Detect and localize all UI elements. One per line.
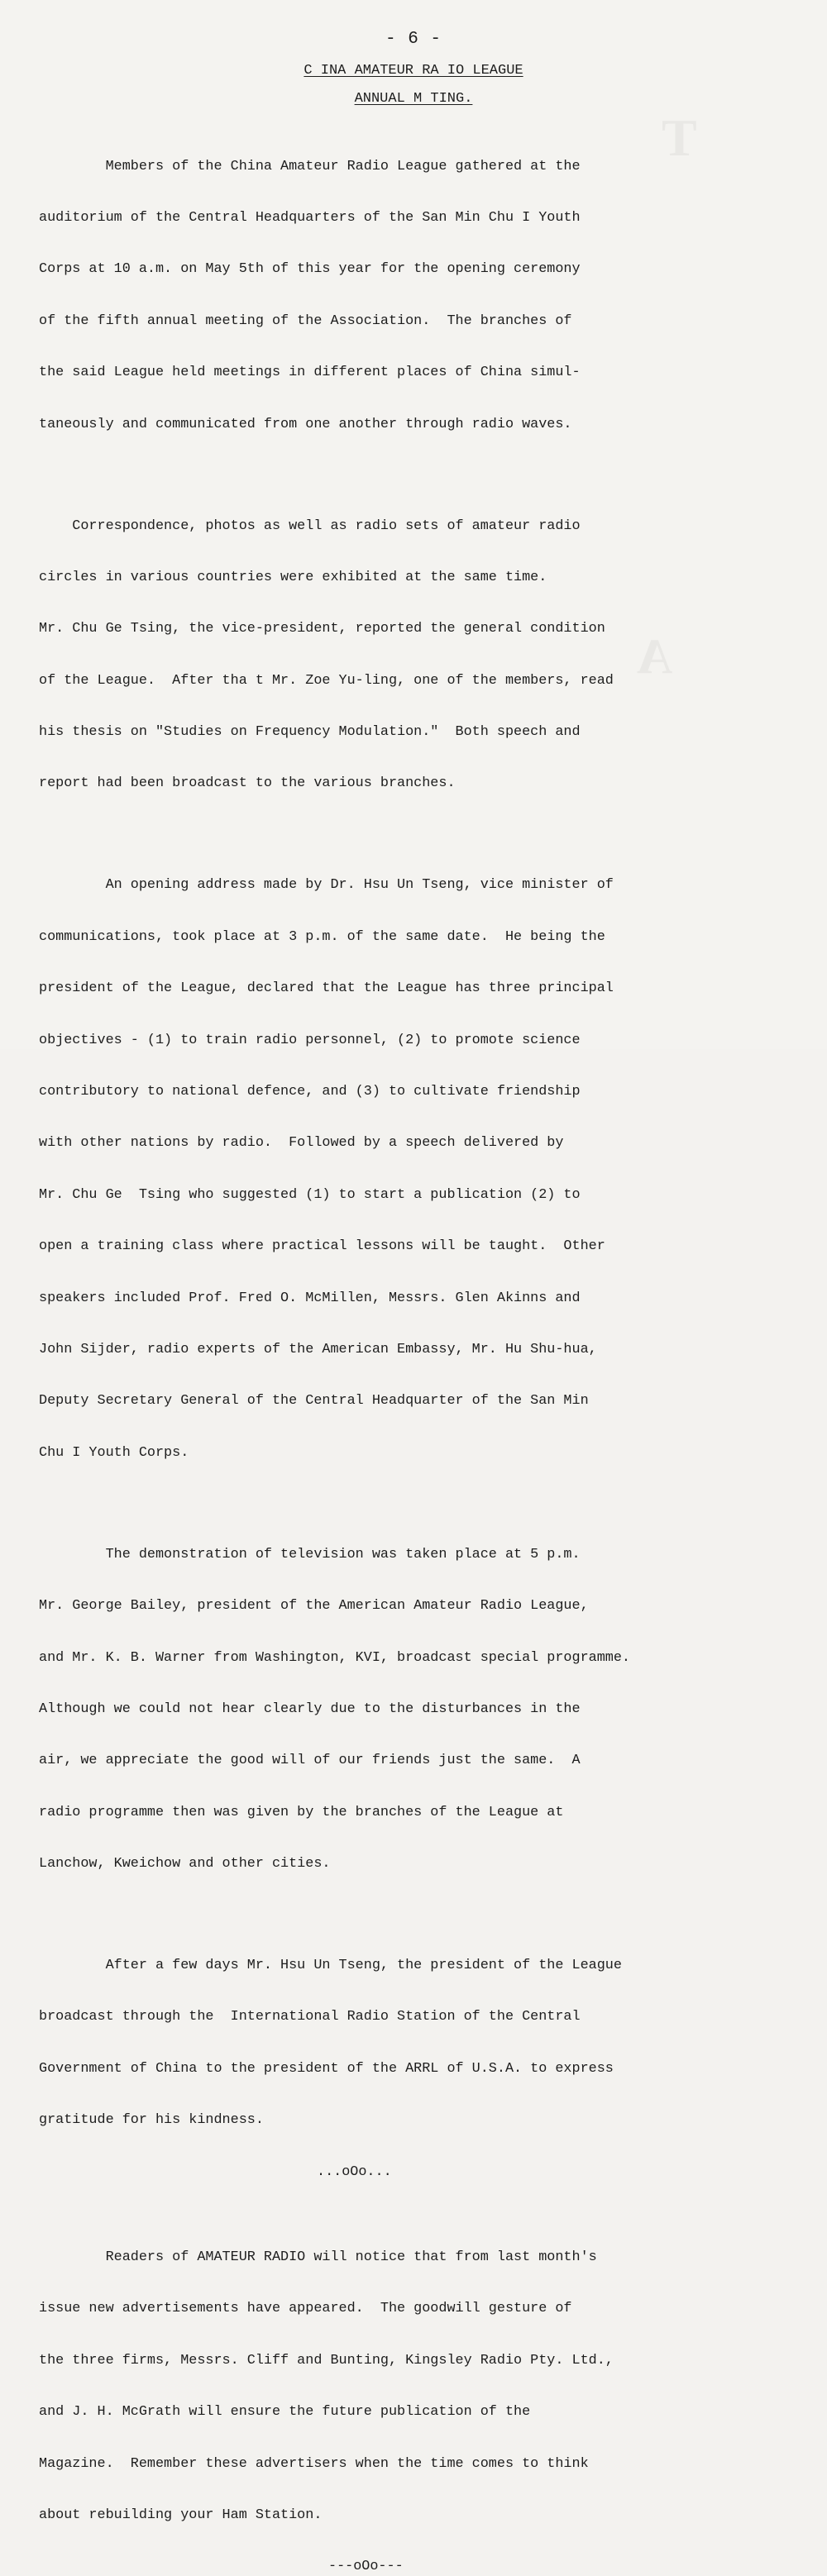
text-line: Members of the China Amateur Radio League gathered at the: [39, 158, 581, 174]
text-line: and J. H. McGrath will ensure the future publication of the: [39, 2404, 531, 2421]
page-number: - 6 -: [385, 30, 442, 49]
text-line: air, we appreciate the good will of our friends just the same. A: [39, 1753, 581, 1769]
text-line: Magazine. Remember these advertisers when the time comes to think: [39, 2455, 589, 2472]
text-line: Chu I Youth Corps.: [39, 1444, 189, 1461]
paragraph-5: [39, 1923, 767, 2163]
text-line: open a training class where practical lessons will be taught. Other: [39, 1238, 605, 1255]
text-line: objectives - (1) to train radio personnel, (2) to promote science: [39, 1032, 581, 1048]
text-line: Readers of AMATEUR RADIO will notice that from last month's: [39, 2249, 597, 2266]
text-line: Although we could not hear clearly due to the disturbances in the: [39, 1701, 581, 1717]
paragraph-1: [39, 124, 767, 468]
text-line: Mr. Chu Ge Tsing, the vice-president, reported the general condition: [39, 621, 605, 637]
paragraph-2: [39, 484, 767, 828]
text-line: contributory to national defence, and (3) to cultivate friendship: [39, 1084, 581, 1100]
text-line: speakers included Prof. Fred O. McMillen, Messrs. Glen Akinns and: [39, 1290, 581, 1306]
text-line: of the fifth annual meeting of the Association. The branches of: [39, 312, 572, 329]
paragraph-4: [39, 1512, 767, 1907]
text-line: Lanchow, Kweichow and other cities.: [39, 1856, 331, 1872]
text-line: issue new advertisements have appeared. The goodwill gesture of: [39, 2301, 572, 2317]
text-line: communications, took place at 3 p.m. of the same date. He being the: [39, 928, 605, 945]
text-line: Correspondence, photos as well as radio sets of amateur radio: [39, 518, 581, 534]
text-line: report had been broadcast to the various branches.: [39, 775, 456, 792]
page-title: C INA AMATEUR RA IO LEAGUE: [304, 63, 523, 79]
text-line: radio programme then was given by the branches of the League at: [39, 1804, 564, 1820]
section-divider: ...oOo...: [317, 2163, 392, 2180]
spacer: [39, 2181, 767, 2215]
show-through-artifact: A: [637, 629, 673, 684]
text-line: After a few days Mr. Hsu Un Tseng, the president of the League: [39, 1958, 622, 1974]
text-line: Deputy Secretary General of the Central Headquarter of the San Min: [39, 1393, 589, 1410]
end-divider: ---oOo---: [328, 2559, 404, 2575]
text-line: Mr. Chu Ge Tsing who suggested (1) to start a publication (2) to: [39, 1186, 581, 1203]
page-subtitle: ANNUAL M TING.: [354, 91, 473, 107]
text-line: of the League. After tha t Mr. Zoe Yu-ling, one of the members, read: [39, 672, 614, 689]
article-body: [39, 124, 767, 2576]
paragraph-3: [39, 843, 767, 1496]
text-line: about rebuilding your Ham Station.: [39, 2507, 323, 2523]
text-line: his thesis on "Studies on Frequency Modulation." Both speech and: [39, 724, 581, 741]
text-line: and Mr. K. B. Warner from Washington, KVI, broadcast special programme.: [39, 1649, 630, 1666]
text-line: taneously and communicated from one another through radio waves.: [39, 416, 572, 432]
text-line: the said League held meetings in different places of China simul-: [39, 365, 581, 381]
text-line: with other nations by radio. Followed by a speech delivered by: [39, 1135, 564, 1152]
closing-paragraph: [39, 2215, 767, 2559]
show-through-artifact: T: [662, 108, 697, 167]
text-line: broadcast through the International Radio Station of the Central: [39, 2009, 581, 2025]
text-line: Corps at 10 a.m. on May 5th of this year for the opening ceremony: [39, 261, 581, 278]
text-line: Mr. George Bailey, president of the American Amateur Radio League,: [39, 1598, 589, 1615]
text-line: John Sijder, radio experts of the American Embassy, Mr. Hu Shu-hua,: [39, 1341, 597, 1357]
text-line: An opening address made by Dr. Hsu Un Tseng, vice minister of: [39, 877, 614, 894]
text-line: Government of China to the president of the ARRL of U.S.A. to express: [39, 2060, 614, 2077]
text-line: the three firms, Messrs. Cliff and Bunting, Kingsley Radio Pty. Ltd.,: [39, 2352, 614, 2368]
text-line: auditorium of the Central Headquarters of the San Min Chu I Youth: [39, 209, 581, 226]
text-line: circles in various countries were exhibited at the same time.: [39, 569, 547, 585]
text-line: president of the League, declared that the League has three principal: [39, 980, 614, 997]
text-line: gratitude for his kindness.: [39, 2112, 264, 2129]
text-line: The demonstration of television was taken place at 5 p.m.: [39, 1546, 581, 1562]
